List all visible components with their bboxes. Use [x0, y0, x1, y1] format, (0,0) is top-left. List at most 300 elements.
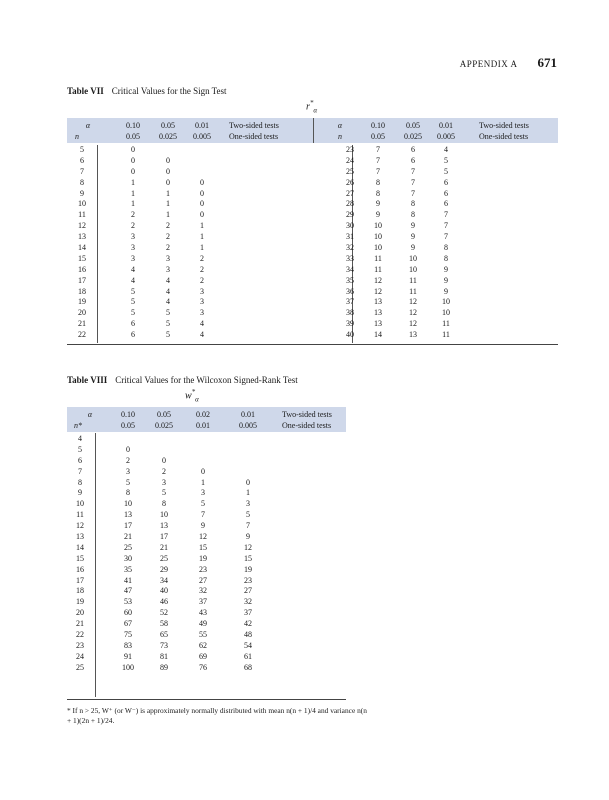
table7-row: [313, 210, 493, 221]
n-cell: 16: [78, 264, 86, 274]
value-cell: 2: [166, 232, 170, 242]
value-cell: 10: [160, 510, 168, 520]
table7-left-body: [67, 145, 247, 341]
table8-one-sided-1: 0.05: [121, 421, 135, 430]
value-cell: 3: [131, 232, 135, 242]
value-cell: 1: [166, 199, 170, 209]
value-cell: 5: [166, 330, 170, 340]
table8-title: Critical Values for the Wilcoxon Signed-Rank Test: [115, 375, 298, 385]
table7-one-sided-1: 0.05: [126, 132, 140, 141]
table7-two-sided-2: 0.05: [161, 121, 175, 130]
table7-row: [67, 156, 247, 167]
value-cell: 10: [442, 297, 450, 307]
n-cell: 32: [346, 243, 354, 253]
value-cell: 30: [124, 553, 132, 563]
value-cell: 6: [131, 319, 135, 329]
table8-row: [67, 445, 287, 456]
n-cell: 17: [76, 575, 84, 585]
table7-two-sided-3-right: 0.01: [439, 121, 453, 130]
n-cell: 30: [346, 221, 354, 231]
value-cell: 5: [131, 297, 135, 307]
value-cell: 8: [444, 253, 448, 263]
n-cell: 29: [346, 210, 354, 220]
value-cell: 27: [244, 586, 252, 596]
n-cell: 7: [80, 166, 84, 176]
table8-row: [67, 456, 287, 467]
value-cell: 5: [166, 308, 170, 318]
table8-row: [67, 434, 287, 445]
table7-row: [67, 276, 247, 287]
table8-alpha-label: α: [87, 410, 93, 419]
n-cell: 8: [78, 477, 82, 487]
table8-row: [67, 630, 287, 641]
table8-row: [67, 521, 287, 532]
value-cell: 1: [131, 177, 135, 187]
value-cell: 3: [201, 488, 205, 498]
table8-label: Table VIII: [67, 375, 108, 385]
value-cell: 4: [444, 145, 448, 154]
value-cell: 21: [124, 532, 132, 542]
table7-symbol: $r^*_\alpha$: [306, 99, 318, 115]
value-cell: 1: [131, 199, 135, 209]
table8-row: [67, 652, 287, 663]
value-cell: 43: [199, 608, 207, 618]
value-cell: 19: [199, 553, 207, 563]
n-cell: 27: [346, 188, 354, 198]
n-cell: 22: [76, 630, 84, 640]
value-cell: 6: [131, 330, 135, 340]
table7-two-sided-label-right: Two-sided tests: [479, 121, 529, 130]
value-cell: 5: [131, 308, 135, 318]
value-cell: 8: [411, 210, 415, 220]
table8-row: [67, 488, 287, 499]
table7-row: [67, 287, 247, 298]
value-cell: 7: [411, 188, 415, 198]
n-cell: 18: [76, 586, 84, 596]
value-cell: 12: [374, 286, 382, 296]
value-cell: 53: [124, 597, 132, 607]
value-cell: 29: [160, 564, 168, 574]
value-cell: 3: [200, 297, 204, 307]
table8-footnote: * If n > 25, W⁺ (or W⁻) is approximately normally distributed with mean n(n + 1)/4 and variance n(n + 1)(2n + 1)/24.: [67, 706, 367, 725]
table8-two-sided-3: 0.02: [196, 410, 210, 419]
value-cell: 12: [374, 275, 382, 285]
value-cell: 13: [160, 521, 168, 531]
table7-row: [313, 265, 493, 276]
table7-one-sided-3: 0.005: [193, 132, 211, 141]
value-cell: 65: [160, 630, 168, 640]
value-cell: 10: [374, 243, 382, 253]
value-cell: 0: [201, 466, 205, 476]
value-cell: 25: [124, 542, 132, 552]
value-cell: 9: [411, 221, 415, 231]
value-cell: 3: [166, 253, 170, 263]
n-cell: 36: [346, 286, 354, 296]
value-cell: 3: [162, 477, 166, 487]
value-cell: 6: [444, 177, 448, 187]
n-cell: 16: [76, 564, 84, 574]
n-cell: 31: [346, 232, 354, 242]
value-cell: 0: [200, 199, 204, 209]
value-cell: 4: [131, 275, 135, 285]
value-cell: 12: [409, 319, 417, 329]
value-cell: 8: [376, 177, 380, 187]
page-number: 671: [537, 55, 557, 70]
table7-two-sided-3: 0.01: [195, 121, 209, 130]
n-cell: 12: [78, 221, 86, 231]
table7-caption: [67, 86, 227, 96]
value-cell: 10: [374, 221, 382, 231]
value-cell: 6: [444, 199, 448, 209]
table7-row: [313, 287, 493, 298]
value-cell: 75: [124, 630, 132, 640]
value-cell: 4: [166, 286, 170, 296]
n-cell: 35: [346, 275, 354, 285]
value-cell: 0: [166, 166, 170, 176]
value-cell: 32: [244, 597, 252, 607]
value-cell: 54: [244, 640, 252, 650]
n-cell: 22: [78, 330, 86, 340]
value-cell: 1: [166, 210, 170, 220]
value-cell: 1: [131, 188, 135, 198]
n-cell: 5: [78, 444, 82, 454]
value-cell: 73: [160, 640, 168, 650]
n-cell: 5: [80, 145, 84, 154]
value-cell: 6: [411, 145, 415, 154]
value-cell: 7: [444, 232, 448, 242]
value-cell: 11: [442, 319, 450, 329]
value-cell: 12: [199, 532, 207, 542]
value-cell: 55: [199, 630, 207, 640]
value-cell: 81: [160, 651, 168, 661]
n-cell: 34: [346, 264, 354, 274]
n-cell: 15: [78, 253, 86, 263]
value-cell: 1: [200, 232, 204, 242]
value-cell: 6: [444, 188, 448, 198]
table8-row: [67, 478, 287, 489]
value-cell: 9: [246, 532, 250, 542]
value-cell: 0: [131, 155, 135, 165]
table8-row: [67, 467, 287, 478]
value-cell: 5: [201, 499, 205, 509]
value-cell: 17: [160, 532, 168, 542]
value-cell: 11: [409, 286, 417, 296]
value-cell: 5: [246, 510, 250, 520]
table8-two-sided-1: 0.10: [121, 410, 135, 419]
value-cell: 2: [200, 264, 204, 274]
value-cell: 13: [409, 330, 417, 340]
value-cell: 9: [444, 264, 448, 274]
n-cell: 9: [78, 488, 82, 498]
n-cell: 21: [78, 319, 86, 329]
value-cell: 58: [160, 619, 168, 629]
n-cell: 6: [78, 455, 82, 465]
value-cell: 1: [200, 243, 204, 253]
n-cell: 24: [346, 155, 354, 165]
value-cell: 69: [199, 651, 207, 661]
table8-body: [67, 434, 287, 674]
value-cell: 0: [131, 166, 135, 176]
value-cell: 11: [409, 275, 417, 285]
table7-one-sided-1-right: 0.05: [371, 132, 385, 141]
n-cell: 12: [76, 521, 84, 531]
value-cell: 4: [200, 330, 204, 340]
value-cell: 4: [166, 275, 170, 285]
value-cell: 9: [411, 232, 415, 242]
table7-row: [313, 156, 493, 167]
table7-alpha-label-left: α: [85, 121, 91, 130]
table7-row: [67, 330, 247, 341]
table8-row: [67, 499, 287, 510]
value-cell: 23: [244, 575, 252, 585]
value-cell: 47: [124, 586, 132, 596]
value-cell: 4: [131, 264, 135, 274]
table8-row: [67, 510, 287, 521]
table7-row: [67, 189, 247, 200]
table7-right-body: [313, 145, 493, 341]
value-cell: 7: [376, 145, 380, 154]
table7-row: [313, 319, 493, 330]
table7-one-sided-label-left: One-sided tests: [229, 132, 279, 141]
value-cell: 2: [131, 210, 135, 220]
running-head-label: APPENDIX A: [459, 59, 518, 69]
table7-row: [67, 243, 247, 254]
table7-row: [313, 243, 493, 254]
value-cell: 23: [199, 564, 207, 574]
value-cell: 83: [124, 640, 132, 650]
value-cell: 10: [124, 499, 132, 509]
n-cell: 20: [78, 308, 86, 318]
n-cell: 17: [78, 275, 86, 285]
value-cell: 1: [200, 221, 204, 231]
value-cell: 1: [166, 188, 170, 198]
table7-title: Critical Values for the Sign Test: [111, 86, 227, 96]
n-cell: 13: [76, 532, 84, 542]
table8-one-sided-label: One-sided tests: [282, 421, 332, 430]
table7-row: [67, 319, 247, 330]
n-cell: 38: [346, 308, 354, 318]
n-cell: 7: [78, 466, 82, 476]
table7-label: Table VII: [67, 86, 104, 96]
table7-one-sided-3-right: 0.005: [437, 132, 455, 141]
value-cell: 21: [160, 542, 168, 552]
value-cell: 35: [124, 564, 132, 574]
value-cell: 3: [131, 253, 135, 263]
value-cell: 11: [442, 330, 450, 340]
value-cell: 2: [131, 221, 135, 231]
table7-row: [313, 232, 493, 243]
table7-n-label-left: n: [75, 132, 79, 141]
value-cell: 3: [131, 243, 135, 253]
value-cell: 8: [162, 499, 166, 509]
n-cell: 4: [78, 434, 82, 443]
value-cell: 13: [374, 308, 382, 318]
value-cell: 7: [411, 166, 415, 176]
value-cell: 10: [442, 308, 450, 318]
n-cell: 25: [346, 166, 354, 176]
value-cell: 49: [199, 619, 207, 629]
value-cell: 0: [126, 444, 130, 454]
table7-row: [313, 221, 493, 232]
value-cell: 89: [160, 662, 168, 672]
value-cell: 40: [160, 586, 168, 596]
n-cell: 13: [78, 232, 86, 242]
table7-row: [67, 254, 247, 265]
table7-two-sided-label-left: Two-sided tests: [229, 121, 279, 130]
value-cell: 37: [199, 597, 207, 607]
n-cell: 20: [76, 608, 84, 618]
table7-row: [67, 221, 247, 232]
value-cell: 10: [409, 253, 417, 263]
value-cell: 12: [409, 297, 417, 307]
table7-n-label-right: n: [338, 132, 342, 141]
value-cell: 7: [201, 510, 205, 520]
value-cell: 68: [244, 662, 252, 672]
n-cell: 15: [76, 553, 84, 563]
table7-one-sided-2: 0.025: [159, 132, 177, 141]
value-cell: 7: [444, 221, 448, 231]
table7-two-sided-1: 0.10: [126, 121, 140, 130]
value-cell: 9: [376, 199, 380, 209]
value-cell: 19: [244, 564, 252, 574]
n-cell: 26: [346, 177, 354, 187]
value-cell: 0: [246, 477, 250, 487]
table7-header-divider: [313, 118, 314, 143]
value-cell: 61: [244, 651, 252, 661]
value-cell: 1: [246, 488, 250, 498]
value-cell: 0: [131, 145, 135, 154]
table8-symbol: $w^*_\alpha$: [185, 388, 199, 404]
table7-row: [67, 167, 247, 178]
value-cell: 9: [201, 521, 205, 531]
table8-two-sided-label: Two-sided tests: [282, 410, 332, 419]
value-cell: 5: [126, 477, 130, 487]
table8-row: [67, 608, 287, 619]
table7-row: [313, 178, 493, 189]
n-cell: 25: [76, 662, 84, 672]
value-cell: 5: [131, 286, 135, 296]
value-cell: 7: [376, 166, 380, 176]
value-cell: 4: [166, 297, 170, 307]
value-cell: 9: [411, 243, 415, 253]
n-cell: 14: [78, 243, 86, 253]
n-cell: 23: [76, 640, 84, 650]
value-cell: 2: [166, 243, 170, 253]
value-cell: 7: [444, 210, 448, 220]
value-cell: 8: [376, 188, 380, 198]
value-cell: 2: [200, 275, 204, 285]
value-cell: 37: [244, 608, 252, 618]
table7-row: [313, 276, 493, 287]
table8-one-sided-2: 0.025: [155, 421, 173, 430]
table8-row: [67, 576, 287, 587]
value-cell: 13: [374, 319, 382, 329]
value-cell: 5: [444, 155, 448, 165]
table7-row: [67, 199, 247, 210]
n-cell: 19: [78, 297, 86, 307]
value-cell: 0: [200, 210, 204, 220]
table7-one-sided-2-right: 0.025: [404, 132, 422, 141]
n-cell: 40: [346, 330, 354, 340]
value-cell: 46: [160, 597, 168, 607]
table8-n-label: n*: [74, 421, 82, 430]
table7-row: [313, 297, 493, 308]
value-cell: 12: [409, 308, 417, 318]
table8-row: [67, 532, 287, 543]
value-cell: 7: [246, 521, 250, 531]
n-cell: 28: [346, 199, 354, 209]
value-cell: 100: [122, 662, 134, 672]
value-cell: 1: [201, 477, 205, 487]
n-cell: 6: [80, 155, 84, 165]
n-cell: 24: [76, 651, 84, 661]
table7-row: [313, 189, 493, 200]
value-cell: 67: [124, 619, 132, 629]
table7-bottom-rule: [67, 344, 558, 345]
n-cell: 18: [78, 286, 86, 296]
value-cell: 14: [374, 330, 382, 340]
table7-row: [313, 145, 493, 156]
value-cell: 13: [374, 297, 382, 307]
table7-alpha-label-right: α: [337, 121, 343, 130]
table8-one-sided-3: 0.01: [196, 421, 210, 430]
table7-two-sided-1-right: 0.10: [371, 121, 385, 130]
value-cell: 76: [199, 662, 207, 672]
value-cell: 6: [411, 155, 415, 165]
table8-caption: [67, 375, 298, 385]
value-cell: 10: [374, 232, 382, 242]
table7-row: [313, 254, 493, 265]
value-cell: 60: [124, 608, 132, 618]
table7-two-sided-2-right: 0.05: [406, 121, 420, 130]
value-cell: 0: [200, 177, 204, 187]
value-cell: 3: [166, 264, 170, 274]
value-cell: 48: [244, 630, 252, 640]
n-cell: 33: [346, 253, 354, 263]
table8-row: [67, 586, 287, 597]
value-cell: 17: [124, 521, 132, 531]
value-cell: 8: [444, 243, 448, 253]
table8-row: [67, 554, 287, 565]
value-cell: 11: [374, 253, 382, 263]
n-cell: 9: [80, 188, 84, 198]
value-cell: 2: [200, 253, 204, 263]
value-cell: 2: [162, 466, 166, 476]
value-cell: 15: [199, 542, 207, 552]
n-cell: 39: [346, 319, 354, 329]
value-cell: 0: [166, 177, 170, 187]
table7-row: [67, 297, 247, 308]
n-cell: 14: [76, 542, 84, 552]
value-cell: 5: [444, 166, 448, 176]
n-cell: 23: [346, 145, 354, 154]
value-cell: 4: [200, 319, 204, 329]
value-cell: 91: [124, 651, 132, 661]
value-cell: 3: [246, 499, 250, 509]
n-cell: 21: [76, 619, 84, 629]
table7-row: [67, 145, 247, 156]
table7-row: [313, 167, 493, 178]
value-cell: 25: [160, 553, 168, 563]
value-cell: 62: [199, 640, 207, 650]
value-cell: 32: [199, 586, 207, 596]
table8-row: [67, 641, 287, 652]
value-cell: 41: [124, 575, 132, 585]
table8-row: [67, 565, 287, 576]
value-cell: 15: [244, 553, 252, 563]
table7-row: [67, 265, 247, 276]
value-cell: 3: [200, 286, 204, 296]
